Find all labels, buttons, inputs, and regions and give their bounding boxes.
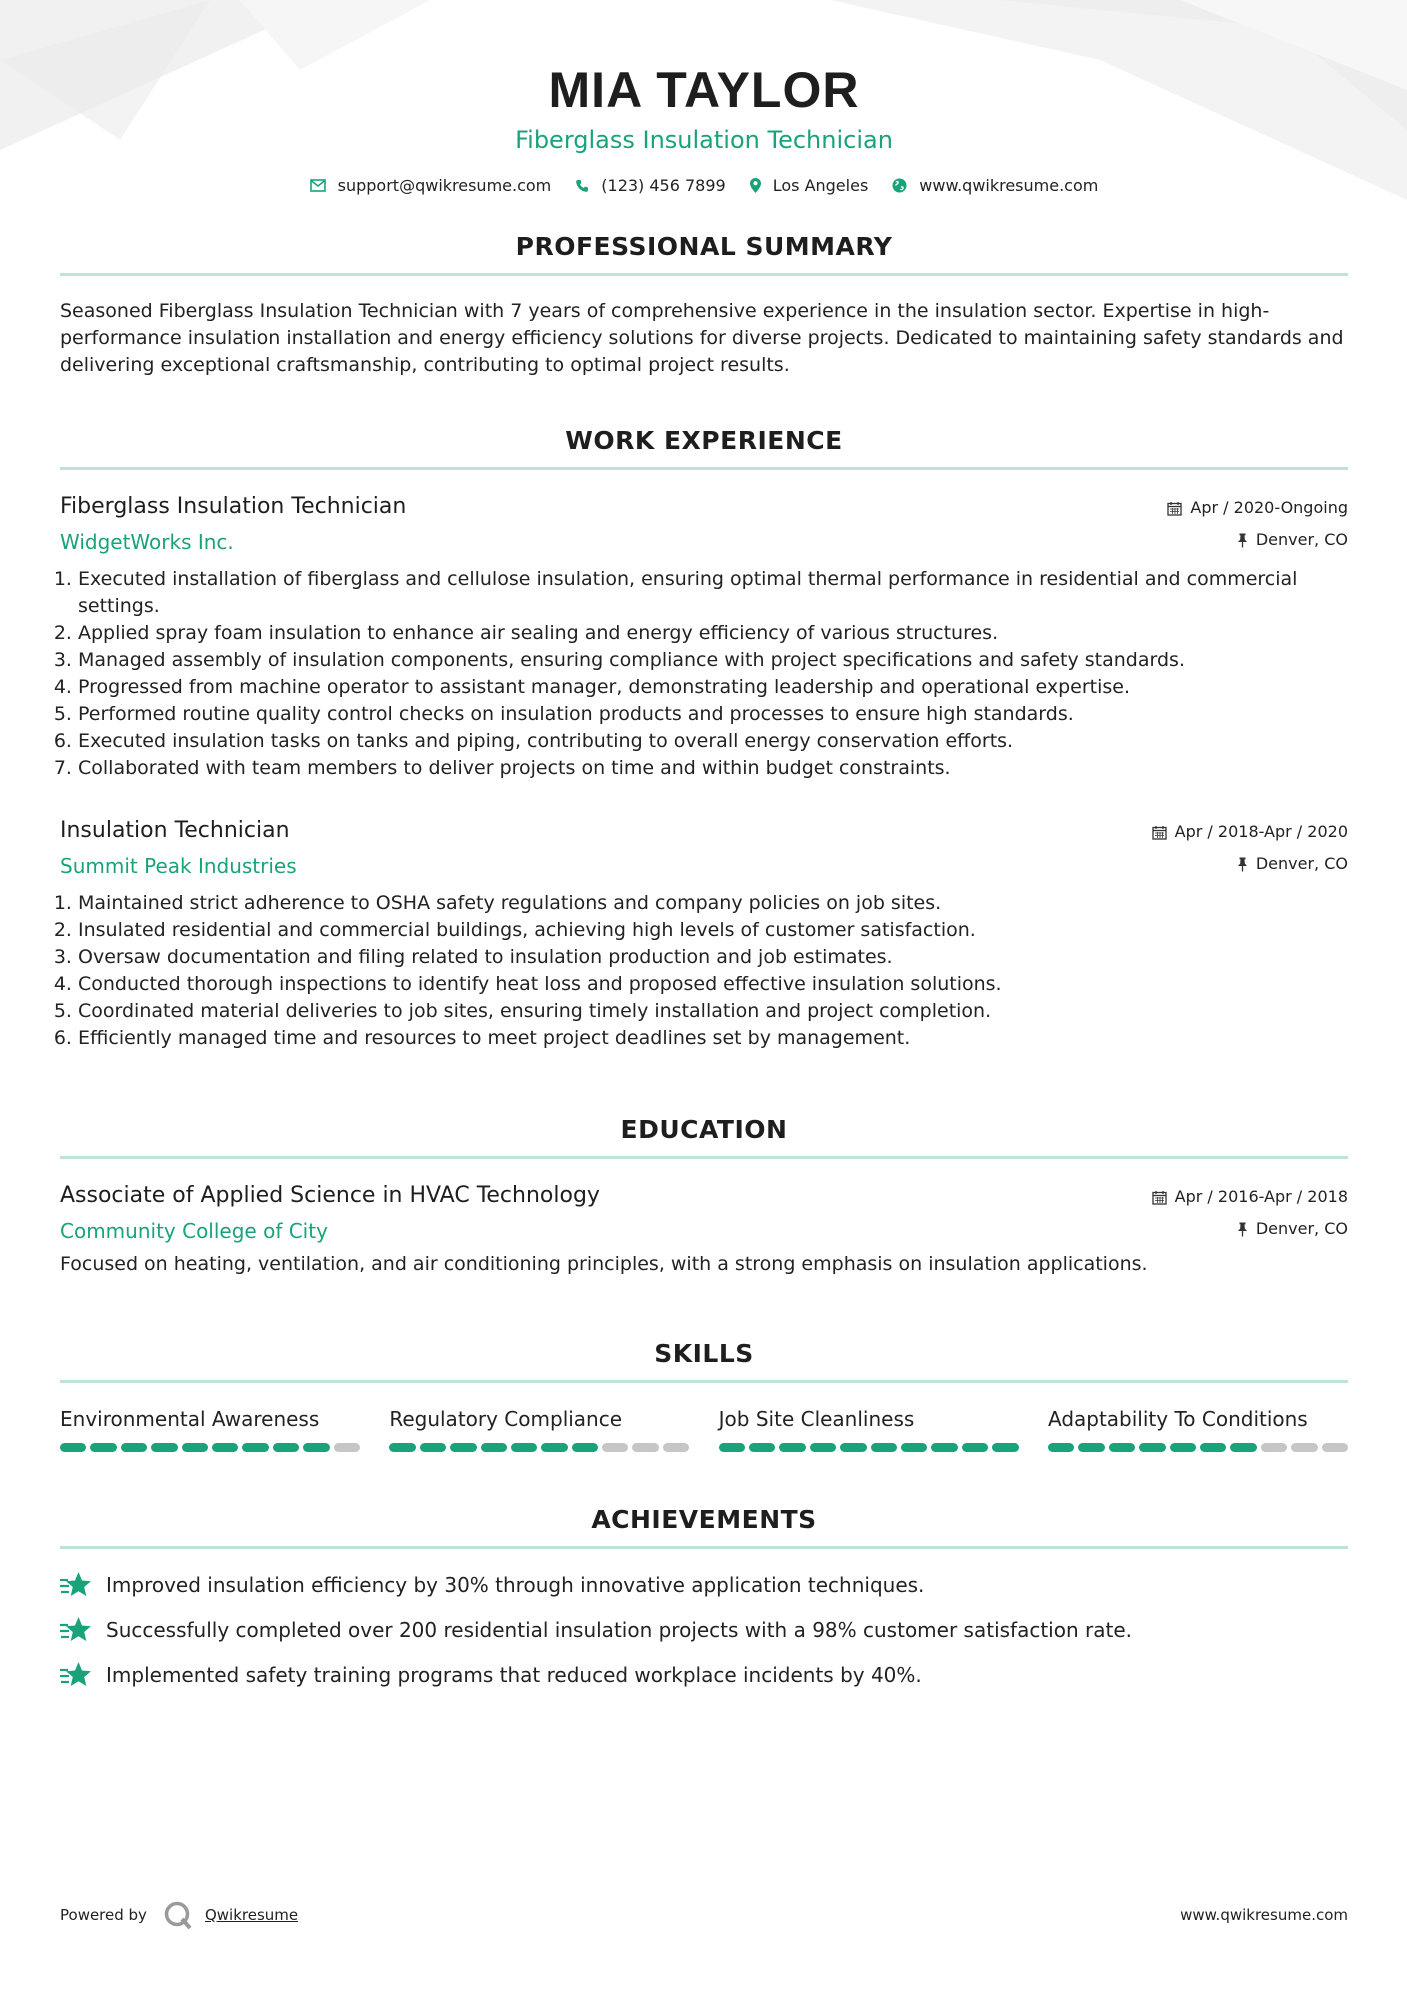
job-info [60, 816, 297, 880]
achievement-item [60, 1661, 1348, 1689]
skill-name: Environmental Awareness [60, 1407, 320, 1431]
skill-name: Regulatory Compliance [389, 1407, 623, 1431]
duty-item: 1. Maintained strict adherence to OSHA safety regulations and company policies on job sites. [78, 890, 1348, 917]
skill-dot-filled [60, 1443, 86, 1452]
skill-item [389, 1405, 689, 1452]
map-pin-icon [750, 178, 761, 193]
skills-section [60, 1338, 1348, 1452]
skill-dot-empty [1291, 1443, 1317, 1452]
section-divider [60, 1156, 1348, 1159]
section-title-experience: WORK EXPERIENCE [565, 426, 843, 455]
job-entry [60, 492, 1348, 782]
section-divider [60, 1380, 1348, 1383]
achievement-text: Successfully completed over 200 residential insulation projects with a 98% customer satisfaction rate. [106, 1618, 1132, 1642]
duty-item: 6. Efficiently managed time and resources to meet project deadlines set by management. [78, 1025, 1348, 1052]
job-title: Insulation Technician [60, 818, 290, 843]
duty-item: 5. Coordinated material deliveries to job sites, ensuring timely installation and project completion. [78, 998, 1348, 1025]
duty-item: 7. Collaborated with team members to deliver projects on time and within budget constraints. [78, 755, 1348, 782]
skill-dot-filled [901, 1443, 927, 1452]
calendar-icon [1152, 825, 1167, 840]
candidate-name: MIA TAYLOR [548, 62, 860, 118]
skill-dot-filled [779, 1443, 805, 1452]
achievement-item [60, 1616, 1348, 1644]
skill-dot-filled [749, 1443, 775, 1452]
location-text: Denver, CO [1255, 530, 1348, 549]
school-name: Community College of City [60, 1219, 328, 1243]
contact-phone[interactable] [575, 176, 725, 195]
section-title-summary: PROFESSIONAL SUMMARY [515, 232, 893, 261]
education-description: Focused on heating, ventilation, and air conditioning principles, with a strong emphasis on insulation applications. [60, 1253, 1148, 1275]
job-header [60, 816, 1348, 880]
star-icon [60, 1661, 92, 1689]
duty-item: 3. Managed assembly of insulation components, ensuring compliance with project specifications and safety standards. [78, 647, 1348, 674]
job-meta [1152, 816, 1348, 880]
skill-dot-filled [303, 1443, 329, 1452]
star-icon [60, 1616, 92, 1644]
dates-text: Apr / 2016-Apr / 2018 [1174, 1187, 1348, 1206]
experience-section [60, 425, 1348, 1052]
skill-dot-filled [719, 1443, 745, 1452]
job-entry [60, 816, 1348, 1052]
education-location [1152, 1213, 1348, 1245]
pushpin-icon [1237, 857, 1248, 872]
phone-text: (123) 456 7899 [601, 176, 726, 195]
skill-dot-filled [481, 1443, 507, 1452]
section-title-achievements: ACHIEVEMENTS [591, 1505, 817, 1534]
website-text: www.qwikresume.com [919, 176, 1099, 195]
skill-level-bar [719, 1443, 1019, 1452]
skill-item [60, 1405, 360, 1452]
duty-item: 4. Progressed from machine operator to assistant manager, demonstrating leadership and operational expertise. [78, 674, 1348, 701]
skill-dot-filled [840, 1443, 866, 1452]
skill-dot-filled [931, 1443, 957, 1452]
resume-page [60, 0, 1348, 1706]
duty-item: 4. Conducted thorough inspections to identify heat loss and proposed effective insulation solutions. [78, 971, 1348, 998]
skill-dot-filled [1170, 1443, 1196, 1452]
skill-dot-filled [541, 1443, 567, 1452]
skills-list [60, 1405, 1348, 1452]
achievement-text: Implemented safety training programs that reduced workplace incidents by 40%. [106, 1663, 922, 1687]
skill-dot-filled [212, 1443, 238, 1452]
skill-level-bar [60, 1443, 360, 1452]
skill-dot-filled [389, 1443, 415, 1452]
pushpin-icon [1237, 1222, 1248, 1237]
candidate-title: Fiberglass Insulation Technician [515, 126, 893, 154]
education-meta [1152, 1181, 1348, 1245]
qwikresume-logo-icon [163, 1900, 193, 1930]
phone-icon [575, 179, 589, 193]
job-dates [1152, 816, 1348, 848]
powered-by [60, 1900, 298, 1930]
skill-dot-empty [1322, 1443, 1348, 1452]
skill-item [719, 1405, 1019, 1452]
job-header [60, 492, 1348, 556]
section-title-skills: SKILLS [654, 1339, 754, 1368]
envelope-icon [310, 179, 326, 192]
skill-dot-empty [663, 1443, 689, 1452]
contact-location [750, 176, 869, 195]
summary-text: Seasoned Fiberglass Insulation Technician with 7 years of comprehensive experience in the insulation sector. Expertise in high-performance insulation installation and energy efficiency solutions for diverse projects. Dedicated to maintaining safety standards and delivering exceptional craftsmanship, contributing to optimal project results. [60, 300, 1344, 376]
location-text: Los Angeles [772, 176, 869, 195]
duty-item: 5. Performed routine quality control checks on insulation products and processes to ensure high standards. [78, 701, 1348, 728]
skill-dot-filled [1139, 1443, 1165, 1452]
skill-dot-filled [871, 1443, 897, 1452]
achievement-text: Improved insulation efficiency by 30% through innovative application techniques. [106, 1573, 925, 1597]
contact-bar [60, 176, 1348, 195]
education-info [60, 1181, 600, 1245]
location-text: Denver, CO [1255, 1219, 1348, 1238]
duty-list [60, 890, 1348, 1052]
skill-dot-filled [1078, 1443, 1104, 1452]
skill-dot-filled [121, 1443, 147, 1452]
section-divider [60, 467, 1348, 470]
calendar-icon [1152, 1190, 1167, 1205]
star-icon [60, 1571, 92, 1599]
skill-dot-empty [1261, 1443, 1287, 1452]
section-divider [60, 1546, 1348, 1549]
achievements-section [60, 1504, 1348, 1689]
skill-dot-filled [182, 1443, 208, 1452]
section-title-education: EDUCATION [620, 1115, 788, 1144]
skill-level-bar [1048, 1443, 1348, 1452]
skill-dot-filled [1230, 1443, 1256, 1452]
skill-dot-filled [151, 1443, 177, 1452]
skill-dot-filled [962, 1443, 988, 1452]
education-dates [1152, 1181, 1348, 1213]
company-name: Summit Peak Industries [60, 854, 297, 878]
job-dates [1167, 492, 1348, 524]
skill-dot-filled [450, 1443, 476, 1452]
job-info [60, 492, 406, 556]
achievement-list [60, 1571, 1348, 1689]
duty-item: 2. Insulated residential and commercial buildings, achieving high levels of customer satisfaction. [78, 917, 1348, 944]
skill-dot-empty [632, 1443, 658, 1452]
education-header [60, 1181, 1348, 1245]
globe-icon [892, 178, 907, 193]
duty-item: 2. Applied spray foam insulation to enhance air sealing and energy efficiency of various structures. [78, 620, 1348, 647]
skill-dot-filled [273, 1443, 299, 1452]
page-footer [60, 1900, 1348, 1930]
skill-dot-filled [992, 1443, 1018, 1452]
summary-section [60, 231, 1348, 379]
education-entry [60, 1181, 1348, 1278]
skill-dot-filled [1200, 1443, 1226, 1452]
job-title: Fiberglass Insulation Technician [60, 494, 407, 519]
skill-dot-filled [90, 1443, 116, 1452]
skill-name: Job Site Cleanliness [718, 1407, 915, 1431]
footer-website[interactable]: www.qwikresume.com [1180, 1906, 1348, 1924]
company-name: WidgetWorks Inc. [60, 530, 234, 554]
email-text: support@qwikresume.com [337, 176, 552, 195]
skill-level-bar [389, 1443, 689, 1452]
skill-dot-filled [242, 1443, 268, 1452]
section-divider [60, 273, 1348, 276]
contact-website[interactable] [892, 176, 1098, 195]
qwikresume-link[interactable]: Qwikresume [204, 1906, 299, 1924]
resume-header [60, 0, 1348, 195]
skill-dot-filled [511, 1443, 537, 1452]
job-location [1167, 524, 1348, 556]
duty-item: 3. Oversaw documentation and filing related to insulation production and job estimates. [78, 944, 1348, 971]
skill-dot-empty [334, 1443, 360, 1452]
skill-item [1048, 1405, 1348, 1452]
skill-dot-filled [572, 1443, 598, 1452]
dates-text: Apr / 2020-Ongoing [1190, 498, 1348, 517]
pushpin-icon [1237, 533, 1248, 548]
skill-dot-filled [810, 1443, 836, 1452]
dates-text: Apr / 2018-Apr / 2020 [1174, 822, 1348, 841]
duty-item: 1. Executed installation of fiberglass and cellulose insulation, ensuring optimal thermal performance in residential and commercial settings. [78, 566, 1348, 620]
achievement-item [60, 1571, 1348, 1599]
skill-dot-filled [420, 1443, 446, 1452]
education-section [60, 1114, 1348, 1278]
contact-email[interactable] [310, 176, 552, 195]
job-location [1152, 848, 1348, 880]
skill-dot-filled [1109, 1443, 1135, 1452]
location-text: Denver, CO [1255, 854, 1348, 873]
duty-item: 6. Executed insulation tasks on tanks and piping, contributing to overall energy conservation efforts. [78, 728, 1348, 755]
skill-name: Adaptability To Conditions [1047, 1407, 1308, 1431]
job-meta [1167, 492, 1348, 556]
calendar-icon [1167, 501, 1182, 516]
degree-title: Associate of Applied Science in HVAC Technology [60, 1183, 600, 1208]
powered-by-label: Powered by [60, 1906, 147, 1924]
skill-dot-filled [1048, 1443, 1074, 1452]
skill-dot-empty [602, 1443, 628, 1452]
duty-list [60, 566, 1348, 782]
